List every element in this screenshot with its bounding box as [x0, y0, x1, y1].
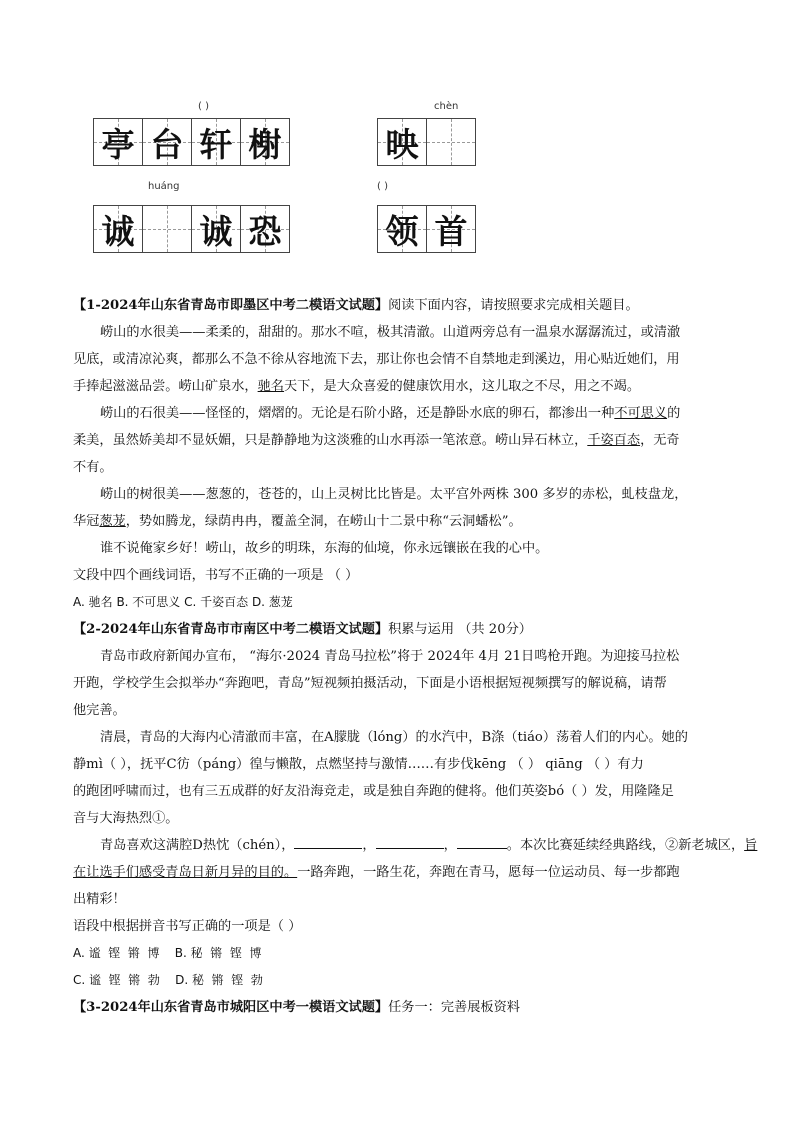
paragraph-line: 手捧起滋滋品尝。崂山矿泉水，驰名天下，是大众喜爱的健康饮用水，这儿取之不尽，用之不竭。 [73, 379, 641, 394]
paragraph-line: 在让选手们感受青岛日新月异的目的。一路奔跑，一路生花，奔跑在青马，愿每一位运动员、每一步都跑 [73, 865, 680, 880]
grid-cell: 轩 [192, 119, 241, 165]
grid-cell: 首 [427, 206, 475, 252]
paragraph-line: 见底，或清凉沁爽，都那么不急不徐从容地流下去，那让你也会情不自禁地走到溪边，用心贴近她们，用 [73, 352, 680, 367]
q1-source-tag: 【1-2024年山东省青岛市即墨区中考二模语文试题】 [73, 298, 389, 313]
exam-content [73, 292, 758, 1021]
grid-cell: 诚 [94, 206, 143, 252]
q2-question: 语段中根据拼音书写正确的一项是（ ） [73, 919, 302, 934]
paragraph-line: 柔美，虽然娇美却不显妖媚，只是静静地为这淡雅的山水再添一笔浓意。崂山异石林立，千姿百态，无奇 [73, 433, 680, 448]
underlined-word: 驰名 [257, 379, 284, 394]
char-grid-2 [377, 118, 476, 166]
grid-cell: 映 [378, 119, 427, 165]
underlined-sentence: 旨 [744, 838, 758, 853]
fill-blank [376, 834, 444, 849]
q2-source-tag: 【2-2024年山东省青岛市市南区中考二模语文试题】 [73, 622, 389, 637]
fill-blank [457, 834, 507, 849]
paragraph-line: 崂山的水很美——柔柔的，甜甜的。那水不喧，极其清澈。山道两旁总有一温泉水潺潺流过，或清澈 [100, 325, 681, 340]
paragraph-line: 不有。 [73, 460, 113, 475]
q3-source-tag: 【3-2024年山东省青岛市城阳区中考一模语文试题】 [73, 1000, 389, 1015]
q1-intro: 阅读下面内容，请按照要求完成相关题目。 [388, 298, 639, 313]
q1-question: 文段中四个画线词语，书写不正确的一项是 （ ） [73, 568, 359, 583]
grid-cell: 台 [143, 119, 192, 165]
grid-cell-blank [427, 119, 475, 165]
paragraph-line: 谁不说俺家乡好！崂山，故乡的明珠，东海的仙境，你永远镶嵌在我的心中。 [100, 541, 549, 556]
grid-cell: 诚 [192, 206, 241, 252]
underlined-word: 不可思义 [614, 406, 668, 421]
paragraph-line: 他完善。 [73, 703, 126, 718]
paragraph-line: 出精彩！ [73, 892, 126, 907]
q2-options-cd: C. 谧 铿 锵 勃 D. 秘 锵 铿 勃 [73, 973, 263, 987]
paragraph-line: 静mì（ ），抚平C彷（páng）徨与懒散，点燃坚持与激情……有步伐kēng （ ） qiāng （ ）有力 [73, 757, 644, 772]
paragraph-line: 崂山的树很美——葱葱的，苍苍的，山上灵树比比皆是。太平宫外两株 300 多岁的赤松，虬枝盘龙， [100, 487, 688, 502]
underlined-word: 千姿百态 [587, 433, 641, 448]
paragraph-line: 清晨，青岛的大海内心清澈而丰富，在A朦胧（lóng）的水汽中，B涤（tiáo）荡着人们的内心。她的 [100, 730, 688, 745]
paragraph-line: 开跑，学校学生会拟举办“奔跑吧，青岛”短视频拍摄活动，下面是小语根据短视频撰写的解说稿，请帮 [73, 676, 667, 691]
paragraph-line: 华冠葱茏，势如腾龙，绿荫冉冉，覆盖全洞，在崂山十二景中称“云洞蟠松”。 [73, 514, 522, 529]
paragraph-line: 青岛喜欢这满腔D热忱（chén）， ， ， 。本次比赛延续经典路线，②新老城区，旨 [73, 832, 721, 859]
q2-options-ab: A. 谧 铿 锵 博 B. 秘 锵 铿 博 [73, 946, 262, 960]
q2-intro: 积累与运用 （共 20分） [388, 622, 532, 637]
paragraph-line: 崂山的石很美——怪怪的，熠熠的。无论是石阶小路，还是静卧水底的卵石，都渗出一种不可思义的 [100, 406, 681, 421]
fill-blank [294, 834, 362, 849]
grid1-annotation: ( ) [198, 101, 209, 112]
char-grid-3 [93, 205, 290, 253]
grid3-annotation: huáng [148, 181, 180, 192]
q2-header [73, 616, 721, 643]
underlined-word: 葱茏 [99, 514, 126, 529]
grid4-annotation: ( ) [377, 181, 388, 192]
grid-cell-blank [143, 206, 192, 252]
q3-header [73, 994, 721, 1021]
paragraph-line: 的跑团呼啸而过，也有三五成群的好友沿海竞走，或是独自奔跑的健将。他们英姿bó（ ）发，用隆隆足 [73, 784, 674, 799]
grid-cell: 恐 [241, 206, 289, 252]
grid-cell: 亭 [94, 119, 143, 165]
paragraph-line: 青岛市政府新闻办宣布， “海尔·2024 青岛马拉松”将于 2024年 4月 21日鸣枪开跑。为迎接马拉松 [100, 649, 680, 664]
q3-intro: 任务一：完善展板资料 [388, 1000, 520, 1015]
q1-options: A. 驰名 B. 不可思义 C. 千姿百态 D. 葱茏 [73, 595, 293, 609]
paragraph-line: 音与大海热烈①。 [73, 811, 179, 826]
q1-header [73, 292, 721, 319]
grid-cell: 领 [378, 206, 427, 252]
char-grid-4 [377, 205, 476, 253]
char-grid-1 [93, 118, 290, 166]
underlined-sentence: 在让选手们感受青岛日新月异的目的。 [73, 865, 298, 880]
grid-cell: 榭 [241, 119, 289, 165]
grid2-annotation: chèn [434, 101, 459, 112]
